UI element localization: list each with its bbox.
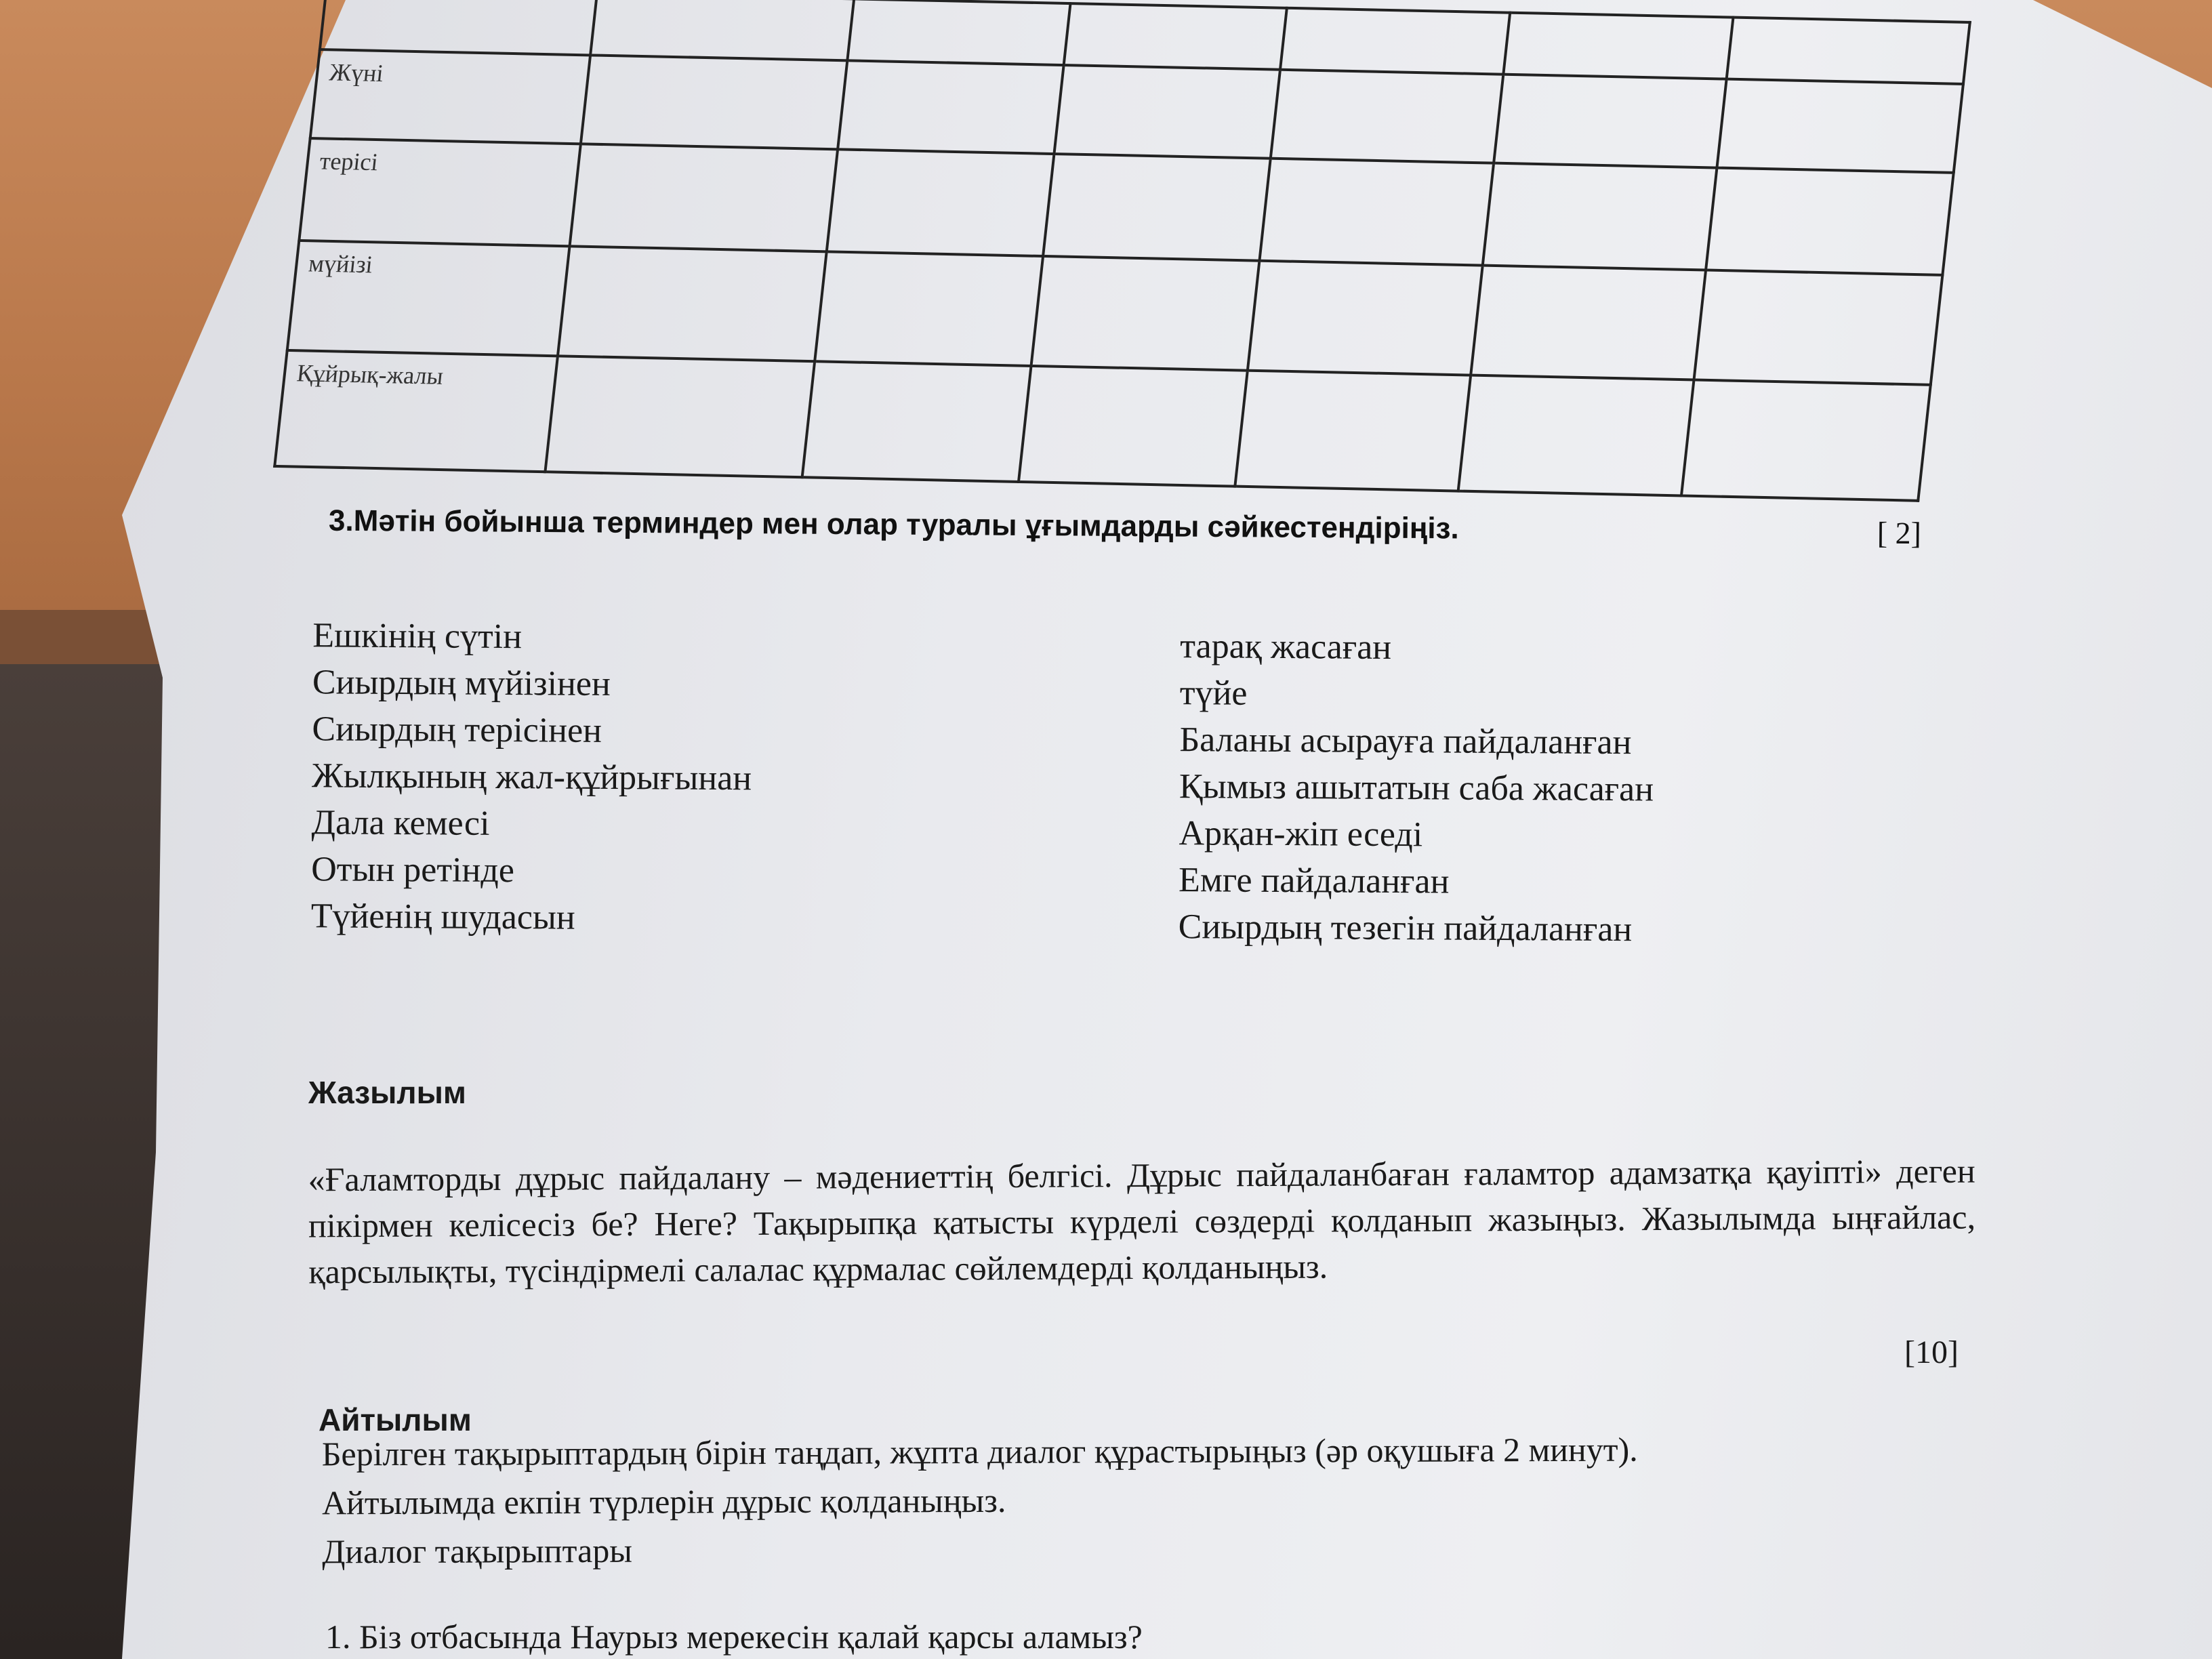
- table-cell: [1717, 79, 1963, 172]
- table-cell: [1706, 167, 1954, 275]
- task3-points: [ 2]: [1877, 515, 1922, 551]
- speaking-heading: Айтылым: [319, 1402, 472, 1437]
- dialog-topic-item: 1. Біз отбасында Наурыз мерекесін қалай қарсы аламыз?: [325, 1618, 1143, 1656]
- table-cell: [838, 60, 1064, 154]
- definition-item: Емге пайдаланған: [1178, 861, 1450, 901]
- speaking-line: Диалог тақырыптары: [322, 1531, 632, 1571]
- writing-task-text: «Ғаламторды дұрыс пайдалану – мәдениеттің белгісі. Дұрыс пайдаланбаған ғаламтор адамзатқа қауіпті» деген пікірмен келісесіз бе? Неге? Тақырыпқа қатысты күрделі сөздерді қолданып жазыңыз. Жазылымда ыңғайлас, қарсылықты, түсіндірмелі салалас құрмалас сөйлемдерді қолданыңыз.: [308, 1151, 1976, 1291]
- products-table: [273, 0, 1969, 502]
- definition-item: Сиырдың тезегін пайдаланған: [1178, 907, 1633, 949]
- speaking-line: Берілген тақырыптардың бірін таңдап, жұпта диалог құрастырыңыз (әр оқушыға 2 минут).: [321, 1430, 1638, 1473]
- table-cell: [1458, 375, 1694, 495]
- table-cell: [1694, 270, 1943, 385]
- definition-item: түйе: [1179, 674, 1248, 713]
- task3-title: 3.Мәтін бойынша терминдер мен олар туралы ұғымдарды сәйкестендіріңіз.: [328, 504, 1459, 546]
- table-cell: [1681, 380, 1931, 501]
- table-cell: [815, 251, 1043, 365]
- table-cell: [802, 361, 1031, 482]
- table-header-cell: [1727, 18, 1970, 84]
- definition-item: тарақ жасаған: [1180, 627, 1392, 668]
- row-label: Құйрық-жалы: [274, 350, 558, 472]
- definition-item: Баланы асырауға пайдаланған: [1179, 720, 1632, 762]
- term-item: Дала кемесі: [311, 803, 490, 843]
- matching-exercise: [310, 612, 1803, 960]
- table-cell: [1471, 266, 1706, 380]
- term-item: Түйенің шудасын: [310, 897, 575, 937]
- term-item: Сиырдың мүйізінен: [312, 663, 611, 703]
- table-cell: [1271, 70, 1504, 163]
- table-cell: [1054, 65, 1280, 159]
- table-cell: [1259, 159, 1494, 266]
- definition-item: Арқан-жіп еседі: [1179, 814, 1423, 855]
- table-cell: [1043, 154, 1271, 261]
- definition-item: Қымыз ашытатын саба жасаған: [1179, 767, 1654, 809]
- task3-heading: [329, 504, 1921, 549]
- table-header-cell: [1280, 8, 1510, 75]
- table-cell: [827, 149, 1054, 256]
- table-cell: [1494, 74, 1727, 167]
- definitions-column: [1179, 623, 1858, 954]
- speaking-instructions: [322, 1424, 2017, 1576]
- table-cell: [570, 144, 838, 251]
- row-label: терісі: [299, 138, 581, 247]
- table-header-cell: [1064, 3, 1287, 69]
- terms-column: [311, 612, 923, 943]
- table-cell: [1483, 163, 1717, 270]
- term-item: Сиырдың терісінен: [312, 710, 602, 750]
- term-item: Жылқының жал-құйрығынан: [311, 756, 752, 798]
- term-item: Отын ретінде: [311, 850, 515, 890]
- table-cell: [581, 55, 847, 149]
- table-cell: [1019, 365, 1248, 486]
- table-header-cell: [320, 0, 597, 55]
- row-label: мүйізі: [287, 241, 570, 356]
- table-header-cell: [590, 0, 854, 60]
- writing-heading: Жазылым: [308, 1075, 466, 1110]
- row-label: Жүні: [310, 49, 590, 144]
- table-header-cell: [847, 0, 1070, 65]
- table-cell: [1235, 370, 1471, 491]
- speaking-line: Айтылымда екпін түрлерін дұрыс қолданыңыз.: [321, 1481, 1006, 1522]
- table-cell: [545, 356, 815, 477]
- term-item: Ешкінің сүтін: [312, 616, 523, 657]
- table-cell: [1031, 256, 1260, 370]
- writing-points: [10]: [1904, 1334, 1959, 1370]
- table-cell: [558, 246, 827, 361]
- table-header-cell: [1503, 13, 1733, 79]
- table-cell: [1248, 261, 1483, 375]
